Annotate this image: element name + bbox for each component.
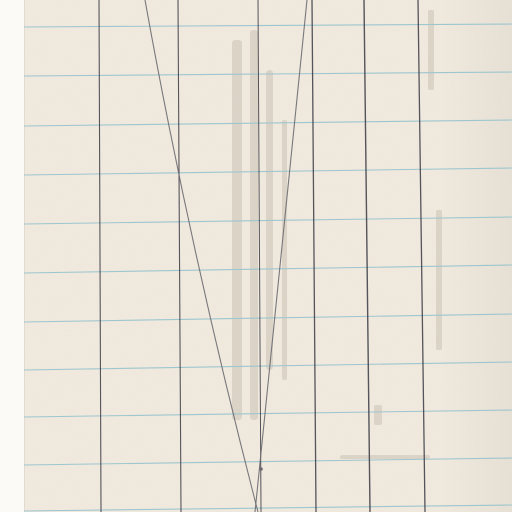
pencil-dot (259, 467, 263, 471)
margin-strip (0, 0, 24, 512)
